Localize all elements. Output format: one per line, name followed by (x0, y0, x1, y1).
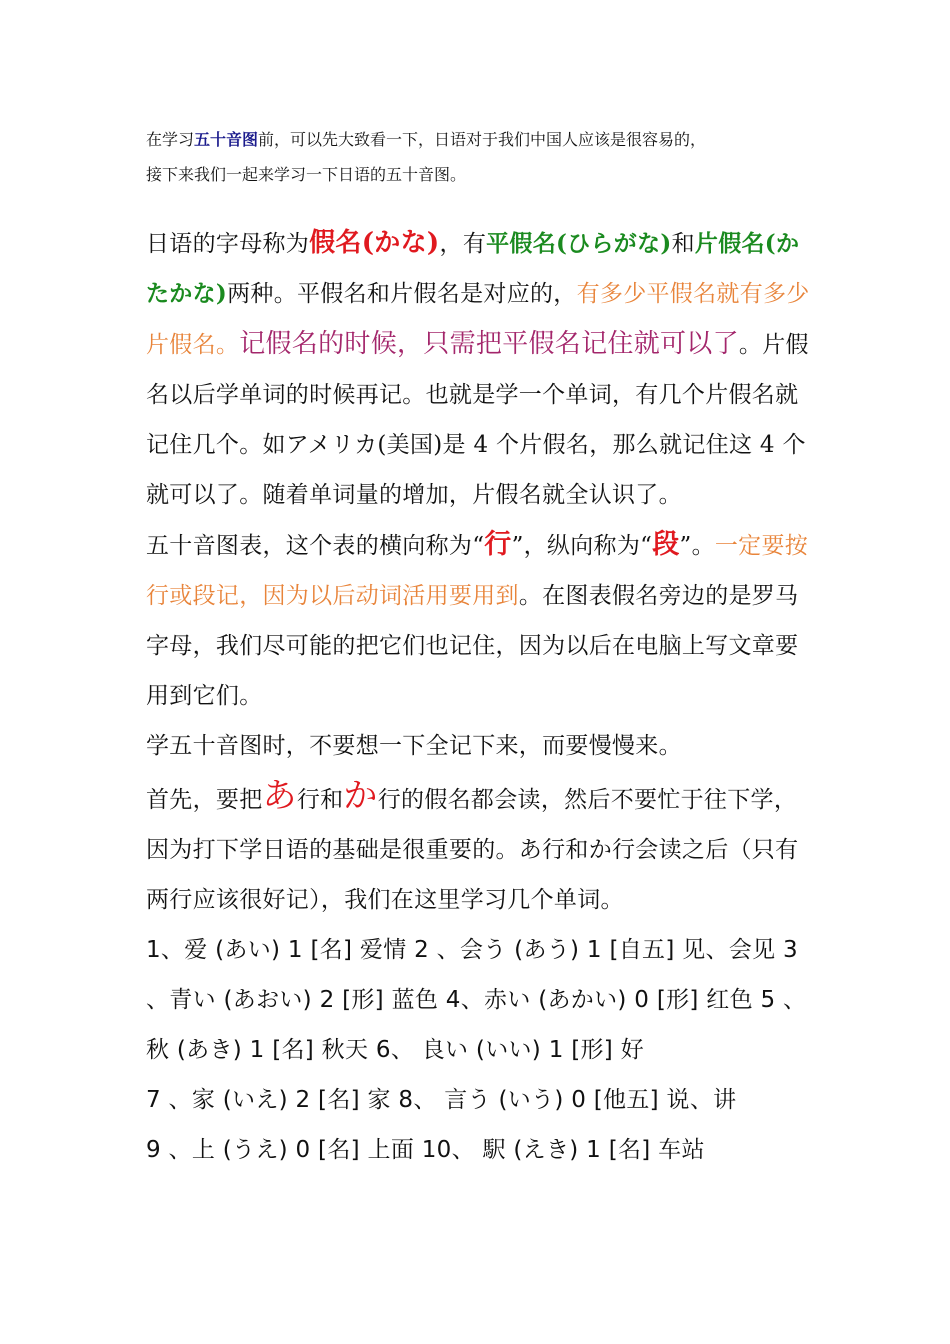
paragraph-first-rows (146, 771, 816, 925)
intro-text: 在学习 (146, 130, 195, 149)
vocab-list (146, 1125, 816, 1175)
body-text: ”。 (679, 533, 715, 559)
body-text: ”，纵向称为“ (511, 533, 653, 559)
paragraph-kana-intro (146, 218, 816, 520)
vocab-items: 1、爱 (あい) 1 [名] 爱情 2 、会う (あう) 1 [自五] 见、会见 3 、青い (あおい) 2 [形] 蓝色 4、赤い (あかい) 0 [形] 红色 5 、秋 (あき) 1 [名] 秋天 6、 良い (いい) 1 [形] 好 (146, 937, 807, 1063)
paragraph-advice (146, 721, 816, 771)
row-term: 行 (484, 529, 512, 560)
hiragana-term: 平假名(ひらがな) (486, 230, 672, 257)
intro-text: 前，可以先大致看一下，日语对于我们中国人应该是很容易的， (258, 130, 707, 149)
kana-ka: か (343, 776, 378, 816)
body-text: ，有 (439, 231, 487, 257)
katakana-term: 片假名(かたかな) (146, 230, 800, 307)
kana-term: 假名(かな) (309, 228, 440, 258)
vocab-list (146, 1075, 816, 1125)
body-text: 五十音图表，这个表的横向称为“ (146, 533, 485, 559)
intro-text: 接下来我们一起来学习一下日语的五十音图。 (146, 165, 467, 184)
body-text: 日语的字母称为 (146, 231, 310, 257)
body-text: 学五十音图时，不要想一下全记下来，而要慢慢来。 (146, 733, 682, 759)
body-text: 和 (671, 231, 695, 257)
body-text: 行的假名都会读，然后不要忙于往下学，因为打下学日语的基础是很重要的。あ行和か行会读之后（只有两行应该很好记），我们在这里学习几个单词。 (146, 787, 799, 913)
body-text: 首先，要把 (146, 787, 263, 813)
intro-keyword: 五十音图 (194, 130, 259, 149)
highlight-orange: 有多少平假名就有多少片假名。 (146, 281, 810, 358)
body-text: 。片假名以后学单词的时候再记。也就是学一个单词，有几个片假名就记住几个。如アメリカ(美国)是 4 个片假名，那么就记住这 4 个就可以了。随着单词量的增加，片假名就全认识了。 (146, 332, 809, 508)
main-body (146, 218, 816, 1175)
intro-paragraph (146, 122, 826, 192)
vocab-items: 7 、家 (いえ) 2 [名] 家 8、 言う (いう) 0 [他五] 说、讲 (146, 1087, 737, 1113)
paragraph-table-intro (146, 520, 816, 721)
vocab-list (146, 925, 816, 1075)
body-text: 两种。平假名和片假名是对应的， (227, 281, 577, 307)
column-term: 段 (652, 529, 680, 560)
body-text: 行和 (296, 787, 344, 813)
highlight-orange: 一定要按行或段记，因为以后动词活用要用到 (146, 533, 809, 609)
kana-a: あ (262, 776, 297, 816)
body-text: 。在图表假名旁边的是罗马字母，我们尽可能的把它们也记住，因为以后在电脑上写文章要用到它们。 (146, 583, 799, 709)
vocab-items: 9 、上 (うえ) 0 [名] 上面 10、 駅 (えき) 1 [名] 车站 (146, 1137, 705, 1163)
highlight-purple: 记假名的时候，只需把平假名记住就可以了 (239, 329, 739, 359)
